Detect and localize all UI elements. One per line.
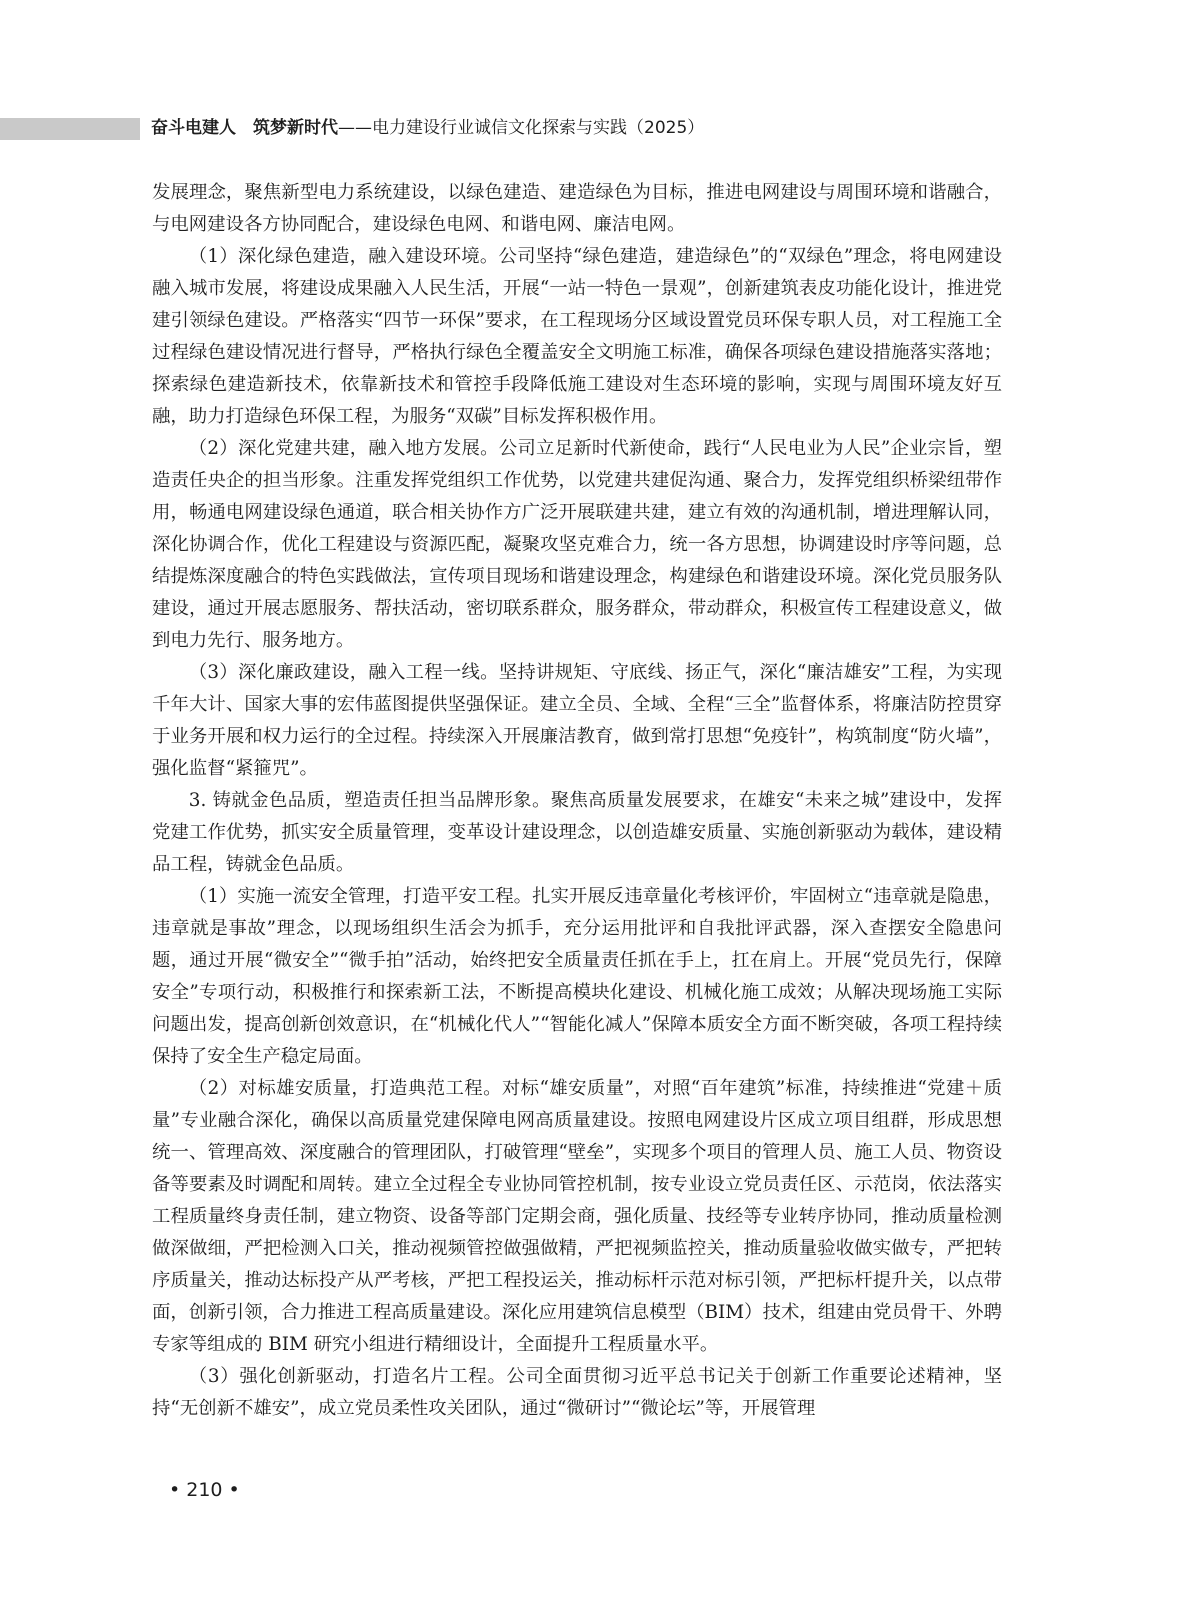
paragraph: （2）深化党建共建，融入地方发展。公司立足新时代新使命，践行“人民电业为人民”企业宗旨，塑造责任央企的担当形象。注重发挥党组织工作优势，以党建共建促沟通、聚合力，发挥党组织桥梁纽带作用，畅通电网建设绿色通道，联合相关协作方广泛开展联建共建，建立有效的沟通机制，增进理解认同，深化协调合作，优化工程建设与资源匹配，凝聚攻坚克难合力，统一各方思想，协调建设时序等问题，总结提炼深度融合的特色实践做法，宣传项目现场和谐建设理念，构建绿色和谐建设环境。深化党员服务队建设，通过开展志愿服务、帮扶活动，密切联系群众，服务群众，带动群众，积极宣传工程建设意义，做到电力先行、服务地方。 xyxy=(152,438,1002,651)
paragraph: （1）深化绿色建造，融入建设环境。公司坚持“绿色建造，建造绿色”的“双绿色”理念，将电网建设融入城市发展，将建设成果融入人民生活，开展“一站一特色一景观”，创新建筑表皮功能化设计，推进党建引领绿色建设。严格落实“四节一环保”要求，在工程现场分区域设置党员环保专职人员，对工程施工全过程绿色建设情况进行督导，严格执行绿色全覆盖安全文明施工标准，确保各项绿色建设措施落实落地；探索绿色建造新技术，依靠新技术和管控手段降低施工建设对生态环境的影响，实现与周围环境友好互融，助力打造绿色环保工程，为服务“双碳”目标发挥积极作用。 xyxy=(152,246,1002,427)
paragraph: （1）实施一流安全管理，打造平安工程。扎实开展反违章量化考核评价，牢固树立“违章就是隐患，违章就是事故”理念，以现场组织生活会为抓手，充分运用批评和自我批评武器，深入查摆安全隐患问题，通过开展“微安全”“微手拍”活动，始终把安全质量责任抓在手上，扛在肩上。开展“党员先行，保障安全”专项行动，积极推行和探索新工法，不断提高模块化建设、机械化施工成效；从解决现场施工实际问题出发，提高创新创效意识，在“机械化代人”“智能化减人”保障本质安全方面不断突破，各项工程持续保持了安全生产稳定局面。 xyxy=(152,886,1002,1067)
header-gray-bar xyxy=(0,118,140,140)
running-head-title: 奋斗电建人 筑梦新时代 xyxy=(151,118,338,138)
paragraph: （3）深化廉政建设，融入工程一线。坚持讲规矩、守底线、扬正气，深化“廉洁雄安”工程，为实现千年大计、国家大事的宏伟蓝图提供坚强保证。建立全员、全域、全程“三全”监督体系，将廉洁防控贯穿于业务开展和权力运行的全过程。持续深入开展廉洁教育，做到常打思想“免疫针”，构筑制度“防火墙”，强化监督“紧箍咒”。 xyxy=(152,662,1002,779)
running-head-subtitle: ——电力建设行业诚信文化探索与实践（2025） xyxy=(338,118,705,138)
paragraph: （2）对标雄安质量，打造典范工程。对标“雄安质量”，对照“百年建筑”标准，持续推进“党建＋质量”专业融合深化，确保以高质量党建保障电网高质量建设。按照电网建设片区成立项目组群，形成思想统一、管理高效、深度融合的管理团队，打破管理“壁垒”，实现多个项目的管理人员、施工人员、物资设备等要素及时调配和周转。建立全过程全专业协同管控机制，按专业设立党员责任区、示范岗，依法落实工程质量终身责任制，建立物资、设备等部门定期会商，强化质量、技经等专业转序协同，推动质量检测做深做细，严把检测入口关，推动视频管控做强做精，严把视频监控关，推动质量验收做实做专，严把转序质量关，推动达标投产从严考核，严把工程投运关，推动标杆示范对标引领，严把标杆提升关，以点带面，创新引领，合力推进工程高质量建设。深化应用建筑信息模型（BIM）技术，组建由党员骨干、外聘专家等组成的 BIM 研究小组进行精细设计，全面提升工程质量水平。 xyxy=(152,1078,1002,1355)
paragraph: 发展理念，聚焦新型电力系统建设，以绿色建造、建造绿色为目标，推进电网建设与周围环境和谐融合，与电网建设各方协同配合，建设绿色电网、和谐电网、廉洁电网。 xyxy=(152,182,1002,235)
paragraph: 3. 铸就金色品质，塑造责任担当品牌形象。聚焦高质量发展要求，在雄安“未来之城”建设中，发挥党建工作优势，抓实安全质量管理，变革设计建设理念，以创造雄安质量、实施创新驱动为载体，建设精品工程，铸就金色品质。 xyxy=(152,790,1002,875)
running-head xyxy=(151,116,704,140)
page-number: • 210 • xyxy=(169,1479,240,1501)
body-text xyxy=(152,177,1002,1425)
paragraph: （3）强化创新驱动，打造名片工程。公司全面贯彻习近平总书记关于创新工作重要论述精神，坚持“无创新不雄安”，成立党员柔性攻关团队，通过“微研讨”“微论坛”等，开展管理 xyxy=(152,1366,1002,1419)
